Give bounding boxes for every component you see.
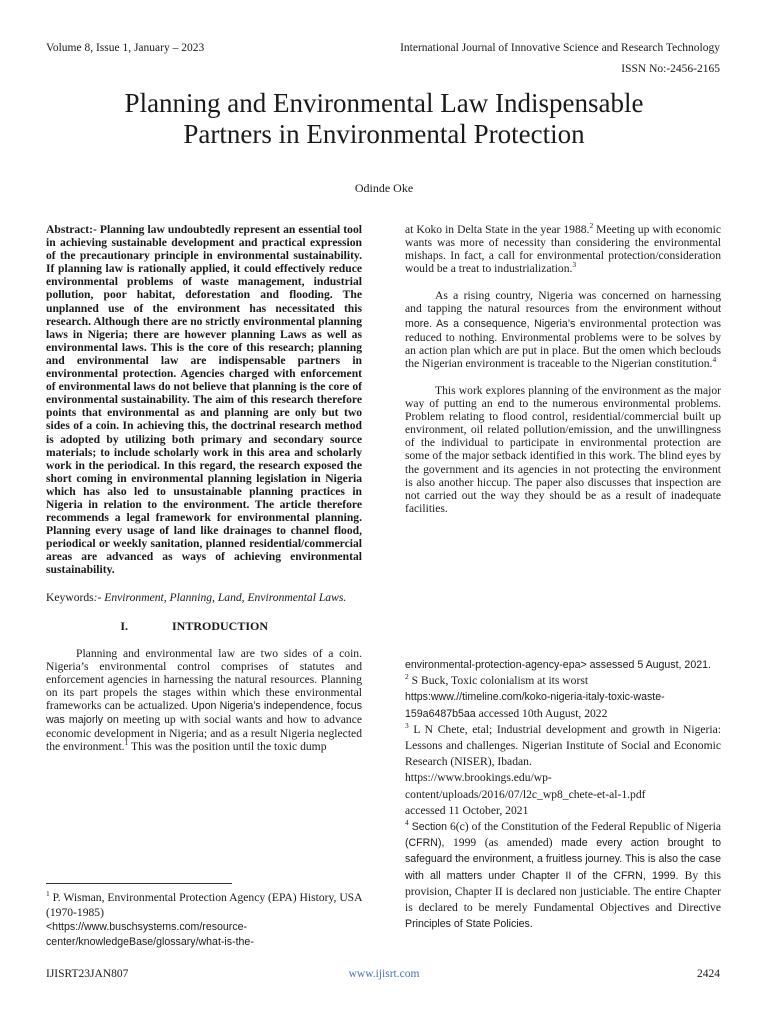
section-heading bbox=[46, 620, 362, 633]
intro-paragraph-1 bbox=[46, 647, 362, 754]
footnote-number-4: 4 bbox=[405, 818, 409, 828]
section-number: I. bbox=[120, 618, 128, 633]
footnote-2-tail: accessed 10th August, 2022 bbox=[475, 706, 608, 720]
footnote-4-part-c: (CFRN), bbox=[405, 837, 445, 850]
intro-text: As a rising country, Nigeria was concerned on harnessing and tapping the natural resources from the bbox=[405, 289, 721, 316]
footnote-4-part-e: made every action brought to safeguard the environment, a fruitless journey. This is also the case with all matters under Chapter II of the CFRN, 1999. bbox=[405, 837, 721, 882]
intro-text: meeting up with social wants and how to advance economic development in Nigeria; and as a result Nigeria neglected the environment. bbox=[46, 713, 362, 754]
footnote-number-1: 1 bbox=[46, 889, 50, 899]
intro-text: Meeting up with economic wants was more of necessity than considering the environmental mishaps. In fact, a call for environmental protection/consideration would be a treat to industrialization. bbox=[405, 223, 721, 276]
footnote-4-part-a: Section bbox=[408, 821, 448, 834]
footnote-1 bbox=[46, 891, 362, 949]
footnote-3-url[interactable]: https://www.brookings.edu/wp-content/uploads/2016/07/l2c_wp8_chete-et-al-1.pdf bbox=[405, 771, 646, 801]
footnote-3-tail: accessed 11 October, 2021 bbox=[405, 803, 529, 817]
journal-volume: Volume 8, Issue 1, January – 2023 bbox=[46, 42, 205, 54]
footer-article-id: IJISRT23JAN807 bbox=[46, 968, 129, 980]
keywords bbox=[46, 591, 362, 604]
intro-text: This was the position until the toxic dump bbox=[131, 740, 327, 754]
intro-text: Planning and environmental law are two sides of a coin. Nigeria’s environmental control comprises of statutes and enforcement agencies in harnessing the natural resources. Planning on its part propels the stages within which these environmental frameworks can be actualized. bbox=[46, 646, 362, 713]
paper-title-line-1: Planning and Environmental Law Indispensable bbox=[124, 88, 644, 118]
intro-paragraph-1-continued bbox=[405, 223, 721, 275]
footnote-ref-3[interactable]: 3 bbox=[572, 260, 577, 270]
footnote-4-part-f: By this provision, Chapter II is declared non justiciable. The entire Chapter is declared to be merely Fundamental Objectives and Directive bbox=[405, 868, 721, 915]
footnote-2-link bbox=[405, 689, 721, 721]
journal-name: International Journal of Innovative Science and Research Technology bbox=[400, 42, 720, 54]
footnote-ref-4[interactable]: 4 bbox=[712, 354, 717, 364]
footnote-1-url-line-1[interactable]: <https://www.buschsystems.com/resource- bbox=[46, 921, 248, 933]
footer-page-number: 2424 bbox=[697, 968, 720, 980]
paper-title bbox=[60, 88, 708, 150]
footnote-1-text: P. Wisman, Environmental Protection Agency (EPA) History, USA (1970-1985) bbox=[46, 891, 362, 919]
intro-text-sans: Upon Nigeria’s independence, focus was majorly on bbox=[46, 700, 362, 727]
footnote-4-part-h: . bbox=[529, 917, 533, 931]
right-column bbox=[405, 223, 721, 515]
footnote-1-url-line-2[interactable]: center/knowledgeBase/glossary/what-is-the- bbox=[46, 935, 254, 948]
journal-issn: ISSN No:-2456-2165 bbox=[621, 63, 720, 75]
footnotes-right bbox=[405, 657, 721, 932]
footnote-2-url[interactable]: https:www.//timeline.com/koko-nigeria-italy-toxic-waste-159a6487b5aa bbox=[405, 691, 665, 720]
footnote-2 bbox=[405, 673, 721, 689]
footnote-4-part-g: Principles of State Policies bbox=[405, 918, 530, 931]
footnote-1-tail: assessed 5 August, 2021. bbox=[586, 659, 711, 671]
footnote-1-continued bbox=[405, 657, 721, 673]
footnote-3 bbox=[405, 722, 721, 771]
intro-text: environmental protection was reduced to nothing. Environmental problems were to be solves by an action plan which are put in place. But the omen which beclouds the Nigerian environment is traceable to the Nigerian constitution. bbox=[405, 316, 722, 370]
left-column bbox=[46, 223, 362, 753]
keywords-label: Keywords bbox=[46, 590, 94, 604]
footnote-4 bbox=[405, 819, 721, 932]
section-title: INTRODUCTION bbox=[172, 618, 269, 633]
footnote-2-text: S Buck, Toxic colonialism at its worst bbox=[408, 674, 589, 688]
footer-website-link[interactable]: www.ijisrt.com bbox=[348, 968, 420, 980]
paper-author: Odinde Oke bbox=[354, 181, 414, 195]
footnote-4-part-d: 1999 (as amended) bbox=[444, 836, 562, 850]
intro-paragraph-3: This work explores planning of the environment as the major way of putting an end to the numerous environmental problems. Problem relating to flood control, residential/commercial built up environment, oil related pollution/emission, and the unwillingness of the individual to participate in environmental protection are some of the major setback identified in this work. The blind eyes by the government and its agencies in not protecting the environment is also another hiccup. The paper also discusses that inspection are not carried out the way they should be as a result of inadequate facilities. bbox=[405, 383, 721, 515]
footnote-1-url-line-3[interactable]: environmental-protection-agency-epa> bbox=[405, 659, 587, 671]
footnote-3-text: L N Chete, etal; Industrial development and growth in Nigeria: Lessons and challenges. Nigerian Institute of Social and Economic Research (NISER), Ibadan. bbox=[405, 722, 721, 769]
paper-title-line-2: Partners in Environmental Protection bbox=[183, 119, 585, 149]
intro-text-sans: environment without more. As a consequence, Nigeria’s bbox=[405, 303, 721, 330]
footnote-number-2: 2 bbox=[405, 672, 409, 682]
footnote-4-part-b: 6(c) of the Constitution of the Federal Republic of Nigeria bbox=[447, 820, 722, 834]
footnote-ref-2[interactable]: 2 bbox=[589, 221, 594, 231]
footnote-ref-1[interactable]: 1 bbox=[124, 738, 129, 748]
footnote-divider bbox=[46, 883, 232, 884]
keywords-text: :- Environment, Planning, Land, Environmental Laws. bbox=[93, 590, 347, 604]
intro-paragraph-2 bbox=[405, 289, 721, 370]
footnote-number-3: 3 bbox=[405, 720, 409, 730]
abstract: Abstract:- Planning law undoubtedly represent an essential tool in achieving sustainable development and practical expression of the precautionary principle in environmental sustainability. If planning law is rationally applied, it could effectively reduce environmental problems of waste management, industrial pollution, poor habitat, deforestation and flooding. The unplanned use of the environment has necessitated this research. Although there are no strictly environmental planning laws in Nigeria; there are however planning Laws as well as environmental laws. This is the core of this research; planning and environmental law are indispensable partners in environmental protection. Agencies charged with enforcement of environmental laws do not believe that planning is the core of environmental sustainability. The aim of this research therefore points that environmental as and planning are only but two sides of a coin. In achieving this, the doctrinal research method is adopted by utilizing both primary and secondary source materials; to include scholarly work in this area and scholarly work in the periodical. In this regard, the research exposed the short coming in environmental planning legislation in Nigeria which has also led to unsustainable planning practices in Nigeria in relation to the environment. The article therefore recommends a legal framework for environmental planning. Planning every usage of land like drainages to channel flood, periodical or weekly sanitation, planned residential/commercial areas are advanced as ways of achieving environmental sustainability. bbox=[46, 223, 362, 577]
intro-text: at Koko in Delta State in the year 1988. bbox=[405, 223, 590, 236]
